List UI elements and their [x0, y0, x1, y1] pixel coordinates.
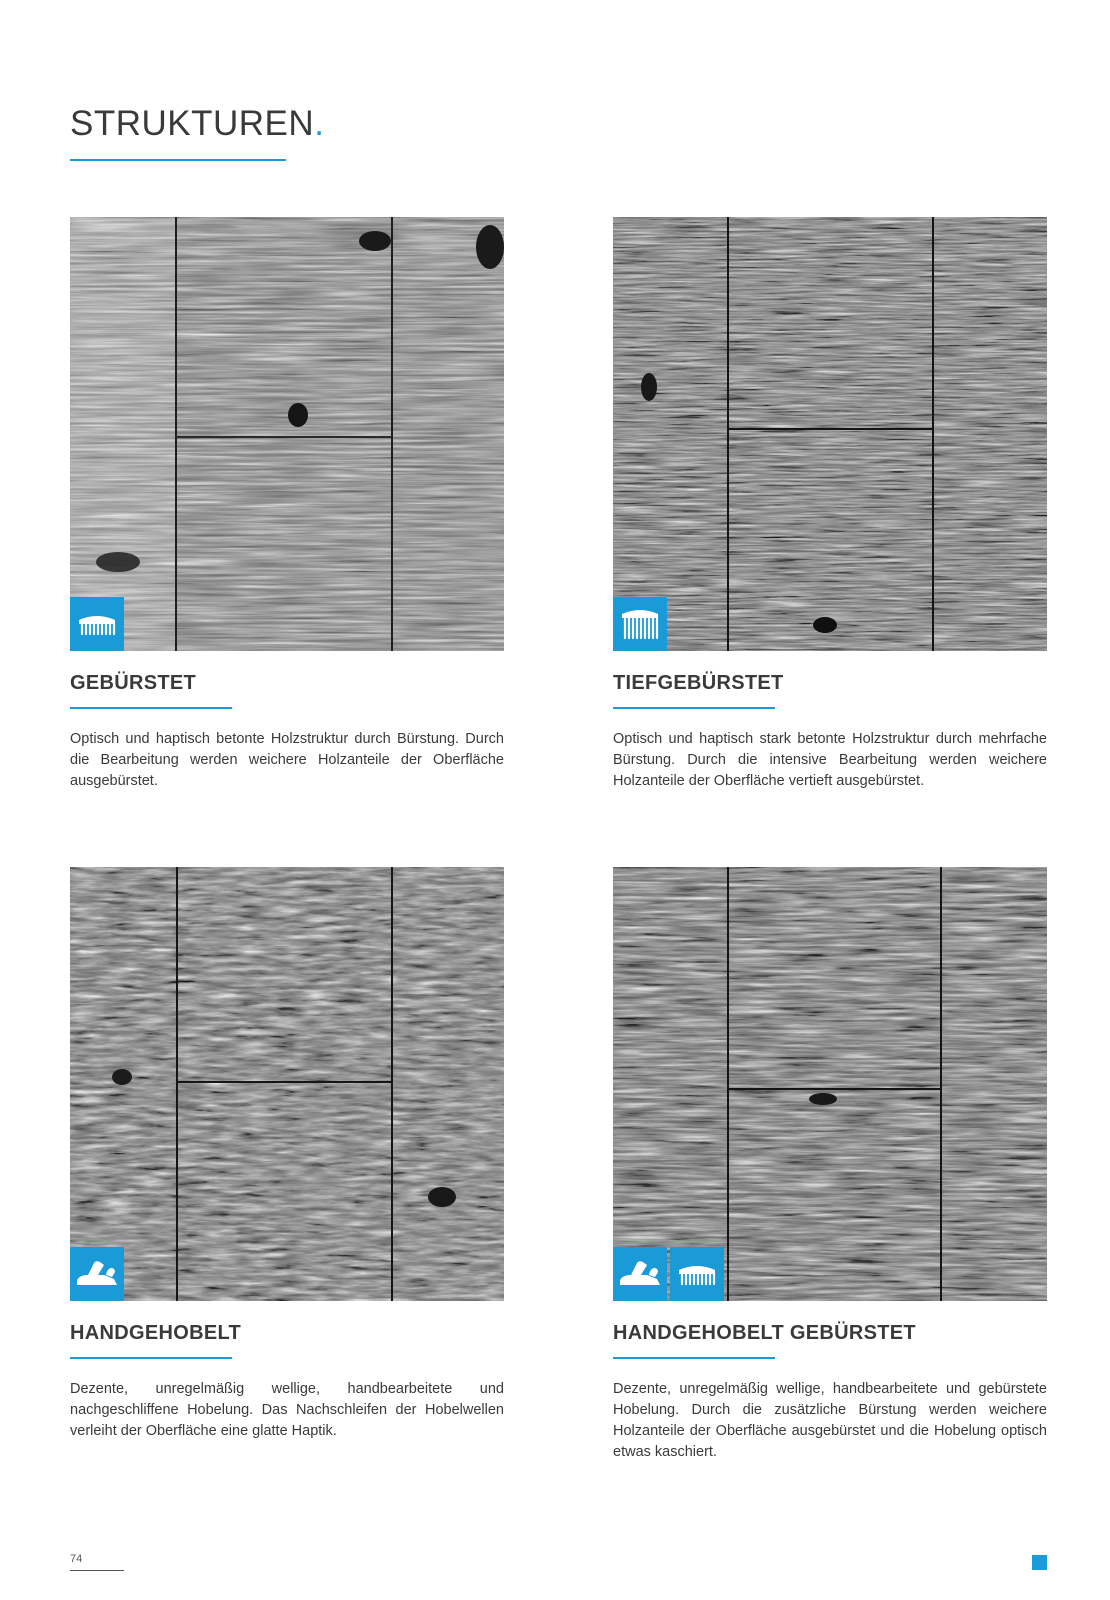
wood-sample-photo — [70, 217, 504, 651]
brush-icon — [70, 597, 124, 651]
card-title: HANDGEHOBELT — [70, 1322, 242, 1344]
badge-group — [70, 597, 124, 651]
card-title-underline — [613, 1357, 775, 1359]
badge-group — [613, 1247, 724, 1301]
card-title: TIEFGEBÜRSTET — [613, 672, 784, 694]
wood-sample-photo — [70, 867, 504, 1301]
card-title-underline — [613, 707, 775, 709]
wood-sample-photo — [613, 217, 1047, 651]
badge-group — [613, 597, 667, 651]
page-number-underline — [70, 1570, 124, 1571]
structure-card-gebuerstet — [70, 217, 504, 807]
structure-card-handgehobelt — [70, 867, 504, 1457]
card-title-underline — [70, 1357, 232, 1359]
card-title: GEBÜRSTET — [70, 672, 197, 694]
page-title — [70, 104, 324, 144]
badge-group — [70, 1247, 124, 1301]
corner-accent-square — [1032, 1555, 1047, 1570]
page-title-text: STRUKTUREN — [70, 104, 315, 143]
brush-icon — [670, 1247, 724, 1301]
page-title-dot: . — [314, 104, 325, 143]
hand-plane-icon — [613, 1247, 667, 1301]
structure-card-tiefgebuerstet — [613, 217, 1047, 807]
structure-card-handgehobelt-gebuerstet — [613, 867, 1047, 1478]
card-title: HANDGEHOBELT GEBÜRSTET — [613, 1322, 916, 1344]
card-description: Optisch und haptisch betonte Holzstruktur durch Bürstung. Durch die Bearbeitung werden weichere Holzanteile der Oberfläche ausgebürstet. — [70, 731, 504, 789]
deep-brush-icon — [613, 597, 667, 651]
wood-sample-photo — [613, 867, 1047, 1301]
card-title-underline — [70, 707, 232, 709]
page-number: 74 — [70, 1553, 83, 1565]
hand-plane-icon — [70, 1247, 124, 1301]
card-description: Optisch und haptisch stark betonte Holzstruktur durch mehrfache Bürstung. Durch die intensive Bearbeitung werden weichere Holzanteile der Oberfläche vertieft ausgebürstet. — [613, 731, 1047, 789]
card-description: Dezente, unregelmäßig wellige, handbearbeitete und nachgeschliffene Hobelung. Das Nachschleifen der Hobelwellen verleiht der Oberfläche eine glatte Haptik. — [70, 1381, 504, 1439]
title-underline — [70, 159, 286, 161]
card-description: Dezente, unregelmäßig wellige, handbearbeitete und gebürstete Hobelung. Durch die zusätzliche Bürstung werden weichere Holzanteile der Oberfläche ausgebürstet und die Hobelung optisch etwas kaschiert. — [613, 1381, 1047, 1460]
